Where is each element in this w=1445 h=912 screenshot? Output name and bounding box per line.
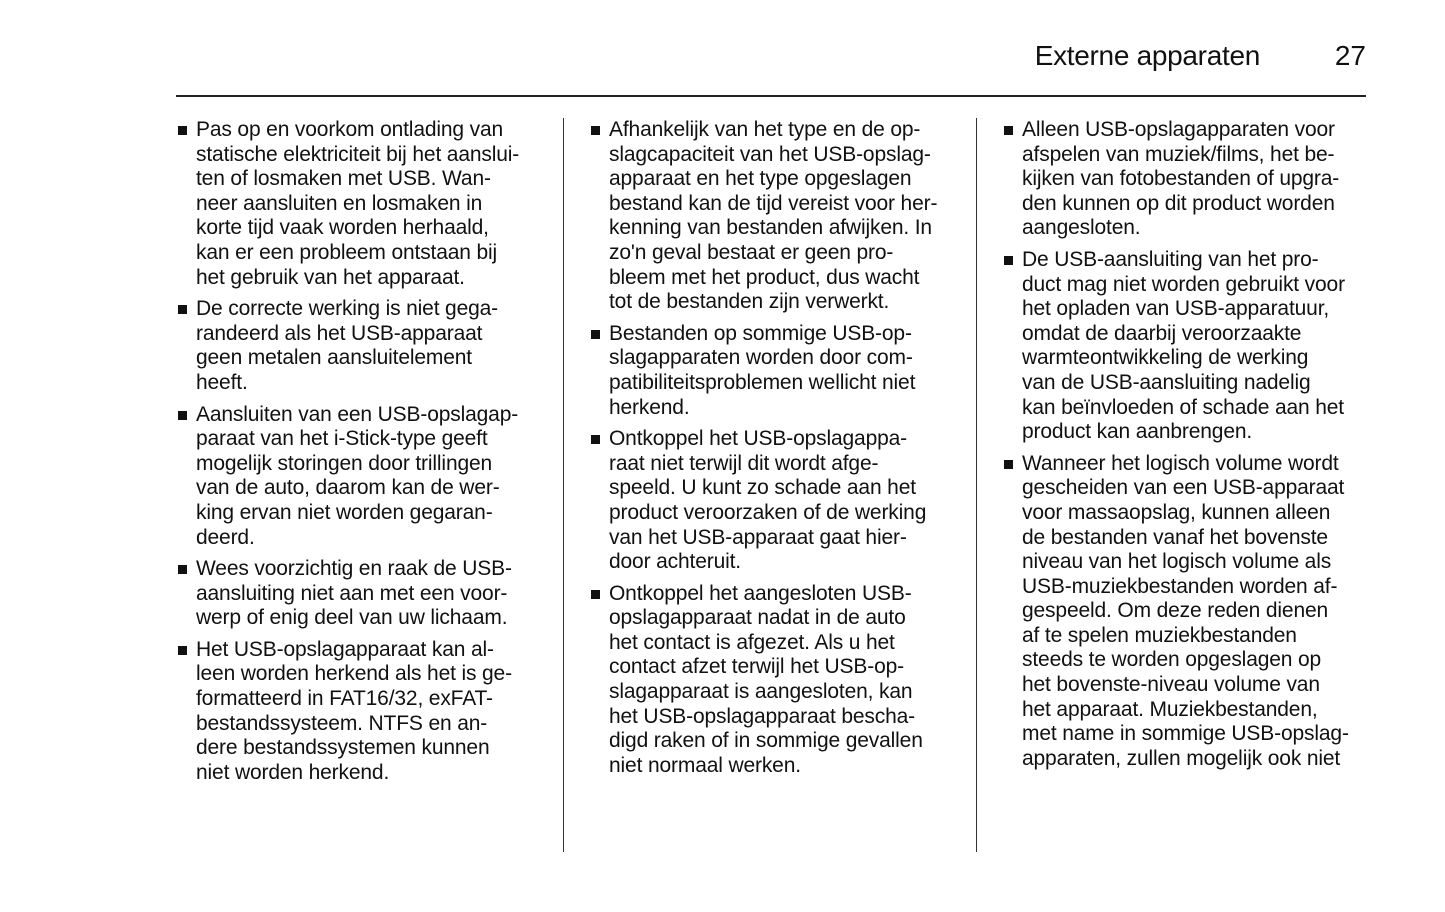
square-bullet-icon [1004,460,1013,469]
list-item-text: Ontkoppel het aangesloten USB- opslagapparaat nadat in de auto het contact is afgezet. Als u het contact afzet terwijl het USB-op- slagapparaat is aangesloten, kan het USB-opslagapparaat bescha- digd raken of in sommige gevallen niet normaal werken. [609,581,923,777]
square-bullet-icon [591,126,600,135]
square-bullet-icon [178,126,187,135]
list-item [1002,452,1364,772]
list-item [589,427,951,575]
list-item-text: Het USB-opslagapparaat kan al- leen worden herkend als het is ge- formatteerd in FAT16/32, exFAT- bestandssysteem. NTFS en an- dere bestandssystemen kunnen niet worden herkend. [196,637,512,784]
list-item [589,118,951,315]
square-bullet-icon [1004,126,1013,135]
bullet-list [1002,118,1364,771]
section-title: Externe apparaten [1034,40,1260,71]
text-column-1 [176,118,538,792]
text-column-3 [1002,118,1364,778]
list-item [1002,248,1364,445]
list-item-text: Wees voorzichtig en raak de USB- aansluiting niet aan met een voor- werp of enig deel van uw lichaam. [196,557,512,630]
square-bullet-icon [1004,256,1013,265]
list-item [176,638,538,786]
list-item [176,403,538,551]
page-header [176,36,1366,76]
column-divider [563,118,564,852]
square-bullet-icon [591,435,600,444]
square-bullet-icon [591,330,600,339]
bullet-list [176,118,538,785]
text-column-2 [589,118,951,785]
list-item [176,118,538,290]
header-rule [176,95,1366,97]
list-item-text: De USB-aansluiting van het pro- duct mag niet worden gebruikt voor het opladen van USB-apparatuur, omdat de daarbij veroorzaakte warmteontwikkeling de werking van de USB-aansluiting nadelig kan beïnvloeden of schade aan het product kan aanbrengen. [1022,247,1345,444]
square-bullet-icon [591,590,600,599]
page-number: 27 [1334,40,1366,71]
square-bullet-icon [178,646,187,655]
list-item [589,582,951,779]
list-item-text: Pas op en voorkom ontlading van statische elektriciteit bij het aanslui- ten of losmaken met USB. Wan- neer aansluiten en losmaken in korte tijd vaak worden herhaald, kan er een probleem ontstaan bij het gebruik van het apparaat. [196,118,520,289]
list-item-text: Bestanden op sommige USB-op- slagapparaten worden door com- patibiliteitsproblemen wellicht niet herkend. [609,321,916,419]
list-item [176,297,538,395]
list-item-text: De correcte werking is niet gega- randeerd als het USB-apparaat geen metalen aansluitelement heeft. [196,297,499,394]
bullet-list [589,118,951,778]
square-bullet-icon [178,305,187,314]
square-bullet-icon [178,565,187,574]
list-item-text: Aansluiten van een USB-opslagap- paraat van het i-Stick-type geeft mogelijk storingen door trillingen van de auto, daarom kan de wer- king ervan niet worden gegaran- deerd. [196,402,519,549]
list-item-text: Wanneer het logisch volume wordt gescheiden van een USB-apparaat voor massaopslag, kunnen alleen de bestanden vanaf het bovenste niveau van het logisch volume als USB-muziekbestanden worden af- gespeeld. Om deze reden dienen af te spelen muziekbestanden steeds te worden opgeslagen op het bovenste-niveau volume van het apparaat. Muziekbestanden, met name in sommige USB-opslag- apparaten, zullen mogelijk ook niet [1022,451,1349,770]
square-bullet-icon [178,411,187,420]
list-item [1002,118,1364,241]
list-item-text: Afhankelijk van het type en de op- slagcapaciteit van het USB-opslag- apparaat en het type opgeslagen bestand kan de tijd vereist voor her- kenning van bestanden afwijken. In zo'n geval bestaat er geen pro- bleem met het product, dus wacht tot de bestanden zijn verwerkt. [609,118,938,314]
list-item-text: Ontkoppel het USB-opslagappa- raat niet terwijl dit wordt afge- speeld. U kunt zo schade aan het product veroorzaken of de werking van het USB-apparaat gaat hier- door achteruit. [609,427,927,574]
column-divider [976,118,977,852]
list-item [589,322,951,420]
list-item-text: Alleen USB-opslagapparaten voor afspelen van muziek/films, het be- kijken van fotobestanden of upgra- den kunnen op dit product worden aangesloten. [1022,118,1340,240]
list-item [176,557,538,631]
